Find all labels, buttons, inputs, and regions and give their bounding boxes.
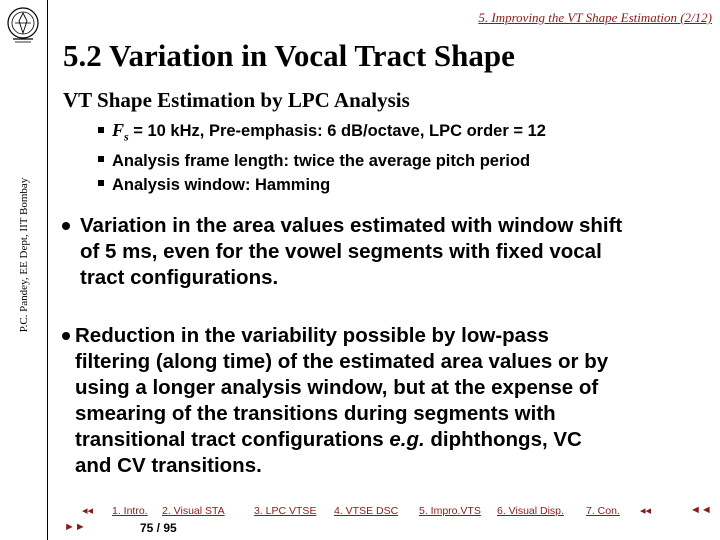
round-bullet-icon — [62, 332, 70, 340]
sub-bullet-text: Analysis window: Hamming — [112, 175, 331, 194]
nav-link-visual-disp[interactable]: 6. Visual Disp. — [497, 505, 564, 517]
prev-section-button[interactable]: ◂◂ — [82, 505, 94, 517]
nav-link-impro-vts[interactable]: 5. Impro.VTS — [419, 505, 481, 517]
main-bullet-item — [62, 323, 608, 479]
next-page-button[interactable]: ►► — [64, 521, 86, 533]
bullet-line: and CV transitions. — [75, 454, 262, 477]
sub-bullet-item — [98, 149, 546, 173]
bullet-line: transitional tract configurations e.g. diphthongs, VC — [75, 428, 582, 451]
sub-bullet-text: = 10 kHz, Pre-emphasis: 6 dB/octave, LPC order = 12 — [128, 122, 546, 140]
bullet-line: Reduction in the variability possible by low-pass — [75, 324, 549, 347]
square-bullet-icon — [98, 180, 104, 186]
back-button[interactable]: ◂◂ — [640, 505, 652, 517]
bullet-line: using a longer analysis window, but at the expense of — [75, 376, 599, 399]
sub-bullet-item — [98, 173, 546, 197]
round-bullet-icon — [62, 222, 70, 230]
main-bullet-item — [62, 213, 622, 291]
bullet-line: filtering (along time) of the estimated area values or by — [75, 350, 609, 373]
section-header-link[interactable]: 5. Improving the VT Shape Estimation (2/12) — [478, 10, 712, 25]
sub-bullet-item — [98, 118, 546, 149]
author-sidebar-text: P.C. Pandey, EE Dept, IIT Bombay — [18, 177, 30, 333]
page-counter: 75 / 95 — [140, 521, 177, 535]
bullet-line: of 5 ms, even for the vowel segments with fixed vocal — [80, 240, 602, 263]
bullet-line: Variation in the area values estimated with window shift — [80, 214, 623, 237]
sub-bullet-list — [98, 118, 546, 197]
nav-link-con[interactable]: 7. Con. — [586, 505, 620, 517]
square-bullet-icon — [98, 127, 104, 133]
nav-link-lpc-vtse[interactable]: 3. LPC VTSE — [254, 505, 317, 517]
sidebar-divider — [47, 0, 48, 540]
fs-symbol: $F_s$ — [112, 120, 129, 144]
bullet-line: tract configurations. — [80, 266, 279, 289]
slide-title: 5.2 Variation in Vocal Tract Shape — [63, 38, 515, 73]
square-bullet-icon — [98, 156, 104, 162]
first-page-button[interactable]: ◄◄ — [690, 504, 712, 516]
bullet-line: smearing of the transitions during segments with — [75, 402, 556, 425]
slide-subtitle: VT Shape Estimation by LPC Analysis — [63, 88, 410, 112]
nav-link-vtse-dsc[interactable]: 4. VTSE DSC — [334, 505, 399, 517]
nav-link-visual-sta[interactable]: 2. Visual STA — [162, 505, 225, 517]
institute-emblem-icon — [5, 5, 41, 45]
sub-bullet-text: Analysis frame length: twice the average pitch period — [112, 151, 531, 170]
nav-link-intro[interactable]: 1. Intro. — [112, 505, 148, 517]
